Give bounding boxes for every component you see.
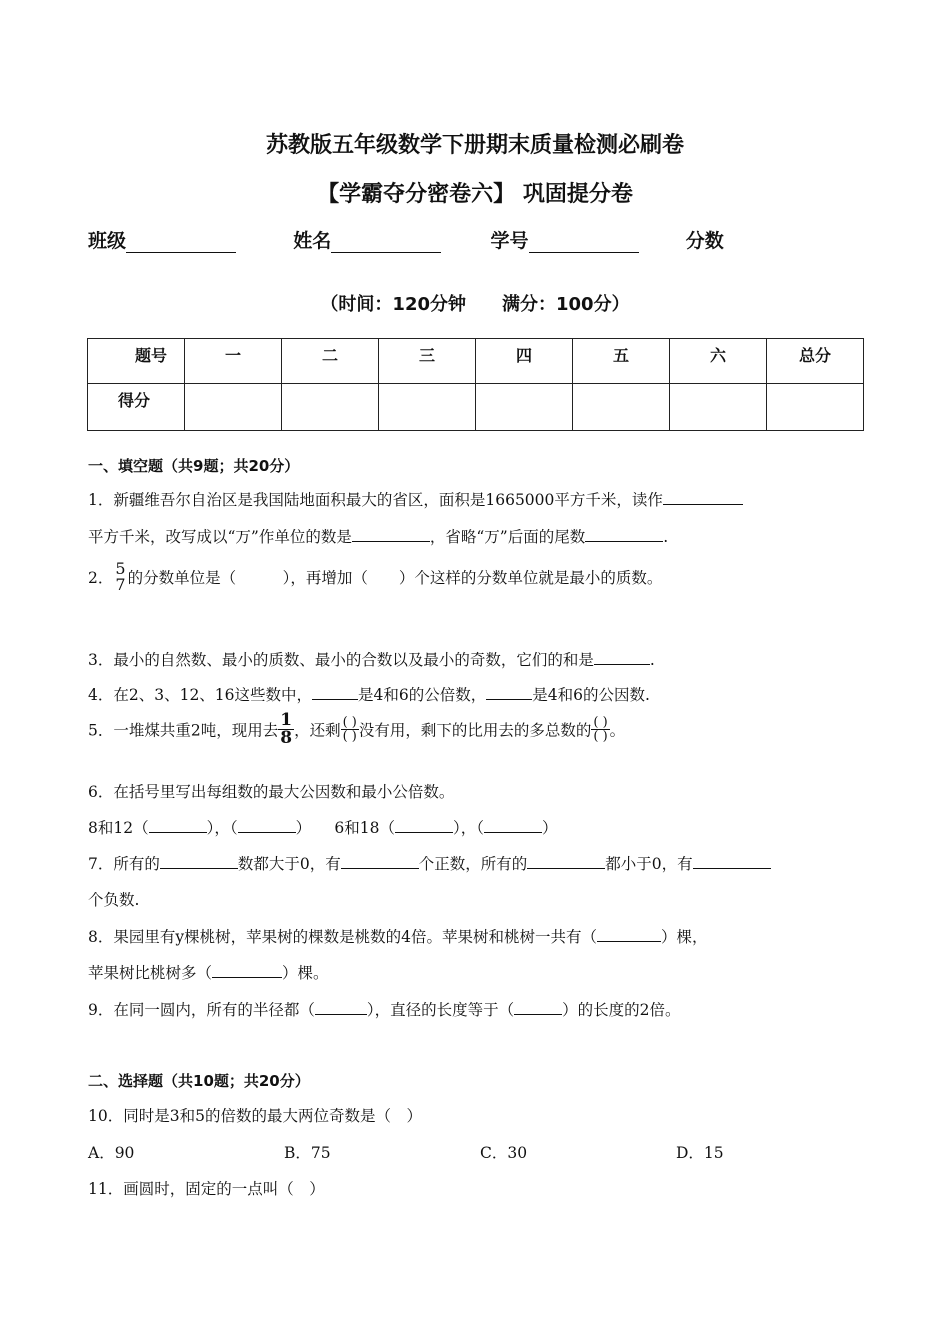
student-info-row (88, 226, 724, 253)
answer-blank[interactable] (212, 963, 282, 978)
class-blank[interactable] (126, 232, 236, 253)
score-header-cell: 三 (379, 339, 476, 384)
score-cell[interactable] (476, 384, 573, 431)
question-1-line1: 1．新疆维吾尔自治区是我国陆地面积最大的省区，面积是1665000平方千米，读作 (88, 488, 743, 510)
score-row-label: 得分 (88, 384, 185, 431)
option-d[interactable]: D．15 (676, 1144, 724, 1162)
page-subtitle: 【学霸夺分密卷六】 巩固提分卷 (317, 182, 633, 207)
question-8-line2: 苹果树比桃树多（ ）棵。 (88, 964, 329, 982)
score-cell[interactable] (282, 384, 379, 431)
score-table (87, 338, 864, 431)
answer-blank[interactable] (395, 818, 453, 833)
option-b[interactable]: B．75 (284, 1144, 331, 1162)
option-c[interactable]: C．30 (480, 1144, 528, 1162)
question-10: 10．同时是3和5的倍数的最大两位奇数是（ ） (88, 1107, 422, 1125)
answer-blank[interactable] (341, 854, 419, 869)
answer-blank[interactable] (238, 818, 296, 833)
answer-blank[interactable] (149, 818, 207, 833)
question-7-line1: 7．所有的 数都大于0，有 个正数，所有的 都小于0，有 (88, 852, 771, 874)
fraction-blank[interactable]: $\frac{( )}{( )}$ (593, 715, 608, 744)
score-header-cell: 四 (476, 339, 573, 384)
answer-blank[interactable] (594, 650, 650, 665)
question-5: 5．一堆煤共重2吨，现用去 $\frac{1}{8}$ ，还剩 $\frac{( )}{( )}$ 没有用，剩下的比用去的多总数的 $\frac{( )}{( )}$ 。 (88, 710, 626, 748)
score-header-cell: 五 (573, 339, 670, 384)
question-6: 6．在括号里写出每组数的最大公因数和最小公倍数。 (88, 783, 455, 801)
class-label: 班级 (88, 230, 127, 252)
score-header-cell: 六 (670, 339, 767, 384)
option-a[interactable]: A．90 (88, 1144, 135, 1162)
answer-blank[interactable] (514, 1000, 562, 1015)
question-7-line2: 个负数. (88, 891, 140, 909)
name-blank[interactable] (331, 232, 441, 253)
fraction-1-8: $\frac{1}{8}$ (280, 710, 293, 748)
score-cell[interactable] (185, 384, 282, 431)
answer-blank[interactable] (486, 685, 532, 700)
answer-blank[interactable] (352, 527, 430, 542)
answer-blank[interactable] (484, 818, 542, 833)
question-8-line1: 8．果园里有y棵桃树，苹果树的棵数是桃数的4倍。苹果树和桃树一共有（ ）棵， (88, 928, 708, 946)
time-info: （时间：120分钟 满分：100分） (320, 294, 630, 315)
section2-title: 二、选择题（共10题；共20分） (88, 1072, 310, 1090)
id-label: 学号 (490, 230, 529, 252)
score-header-cell: 一 (185, 339, 282, 384)
score-header-cell: 二 (282, 339, 379, 384)
page-title: 苏教版五年级数学下册期末质量检测必刷卷 (265, 133, 684, 158)
id-blank[interactable] (529, 232, 639, 253)
section1-title: 一、填空题（共9题；共20分） (88, 457, 300, 475)
question-4: 4．在2、3、12、16这些数中， 是4和6的公倍数， 是4和6的公因数. (88, 686, 650, 704)
fraction-5-7: 5 7 (115, 559, 126, 594)
score-table-score-row (88, 384, 864, 431)
score-cell[interactable] (670, 384, 767, 431)
question-3: 3．最小的自然数、最小的质数、最小的合数以及最小的奇数，它们的和是 . (88, 651, 655, 669)
answer-blank[interactable] (527, 854, 605, 869)
question-2: 2． 5 7 的分数单位是（ ），再增加（ ）个这样的分数单位就是最小的质数。 (88, 559, 663, 594)
name-label: 姓名 (293, 230, 332, 252)
fraction-blank[interactable]: $\frac{( )}{( )}$ (342, 715, 357, 744)
answer-blank[interactable] (160, 854, 238, 869)
question-6-answers: 8和12（ ），（ ） 6和18（ ），（ ） (88, 819, 558, 837)
score-label: 分数 (685, 230, 724, 252)
answer-blank[interactable] (597, 927, 661, 942)
question-1-line2: 平方千米，改写成以“万”作单位的数是 ，省略“万”后面的尾数 . (88, 528, 669, 546)
score-cell[interactable] (379, 384, 476, 431)
answer-blank[interactable] (663, 490, 743, 505)
score-cell[interactable] (767, 384, 864, 431)
score-header-cell: 题号 (88, 339, 185, 384)
answer-blank[interactable] (693, 854, 771, 869)
score-table-header-row (88, 339, 864, 384)
answer-blank[interactable] (312, 685, 358, 700)
question-11: 11．画圆时，固定的一点叫（ ） (88, 1180, 325, 1198)
answer-blank[interactable] (315, 1000, 367, 1015)
answer-blank[interactable] (585, 527, 663, 542)
question-9: 9．在同一圆内，所有的半径都（ ），直径的长度等于（ ）的长度的2倍。 (88, 1001, 681, 1019)
score-cell[interactable] (573, 384, 670, 431)
score-header-cell: 总分 (767, 339, 864, 384)
question-10-options (88, 1141, 724, 1163)
